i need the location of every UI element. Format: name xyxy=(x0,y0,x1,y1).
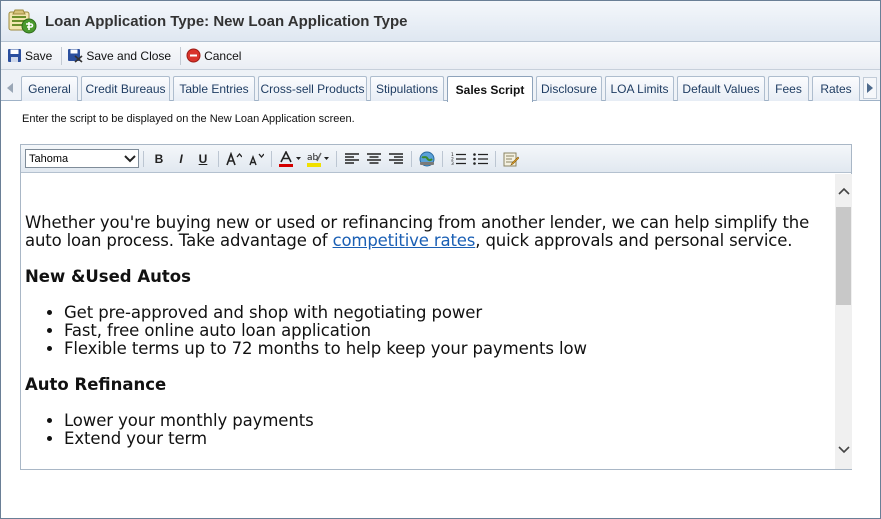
list-item: • Lower your monthly payments xyxy=(64,412,835,430)
scrollbar-thumb[interactable] xyxy=(836,207,851,305)
edit-source-icon xyxy=(503,151,519,167)
underline-button[interactable]: U xyxy=(198,151,208,166)
arrow-left-icon xyxy=(6,83,14,93)
font-color-swatch xyxy=(279,164,293,167)
list-item: • Get pre-approved and shop with negotiating power xyxy=(64,304,835,322)
decrease-font-size-button[interactable] xyxy=(246,149,266,169)
chevron-down-icon xyxy=(838,446,850,454)
competitive-rates-link[interactable]: competitive rates xyxy=(332,231,476,250)
cancel-icon xyxy=(186,48,201,63)
insert-link-button[interactable] xyxy=(417,149,437,169)
globe-link-icon xyxy=(419,151,435,167)
loan-application-icon xyxy=(7,6,37,36)
section-heading-auto-refinance: Auto Refinance xyxy=(25,375,167,394)
font-family-value: Tahoma xyxy=(29,152,69,165)
align-right-button[interactable] xyxy=(386,149,406,169)
italic-button[interactable]: I xyxy=(179,151,183,166)
editor-toolbar-divider xyxy=(411,151,412,167)
svg-text:2: 2 xyxy=(450,157,454,163)
section-heading-new-used-autos: New &Used Autos xyxy=(25,267,191,286)
intro-text-end: , quick approvals and personal service. xyxy=(475,231,793,250)
title-bar xyxy=(1,1,880,42)
tab-sales-script[interactable]: Sales Script xyxy=(447,76,533,102)
editor-toolbar-divider xyxy=(143,151,144,167)
arrow-right-icon xyxy=(866,83,874,93)
toolbar-divider xyxy=(61,47,62,65)
increase-font-size-button[interactable] xyxy=(224,149,244,169)
tab-stipulations[interactable]: Stipulations xyxy=(370,76,444,101)
tab-scroll-left-button[interactable] xyxy=(3,77,17,99)
cancel-label: Cancel xyxy=(204,48,242,63)
tab-credit-bureaus[interactable]: Credit Bureaus xyxy=(81,76,170,101)
cancel-button[interactable] xyxy=(184,45,247,67)
font-size-decrease-icon xyxy=(248,152,264,166)
align-right-icon xyxy=(389,153,403,165)
toolbar-divider xyxy=(180,47,181,65)
editor-content-area[interactable] xyxy=(21,174,835,469)
page-title: Loan Application Type: New Loan Application Type xyxy=(45,12,408,30)
editor-vertical-scrollbar[interactable] xyxy=(835,174,852,469)
save-label: Save xyxy=(25,48,53,63)
editor-toolbar xyxy=(21,145,851,173)
bullet-list-icon xyxy=(473,152,488,165)
font-color-icon xyxy=(278,151,302,167)
save-and-close-label: Save and Close xyxy=(86,48,172,63)
align-left-button[interactable] xyxy=(342,149,362,169)
tab-fees[interactable]: Fees xyxy=(768,76,809,101)
edit-html-button[interactable] xyxy=(501,149,521,169)
align-center-icon xyxy=(367,153,381,165)
tab-general[interactable]: General xyxy=(21,76,78,101)
list-item: • Extend your term xyxy=(64,430,835,448)
editor-toolbar-divider xyxy=(336,151,337,167)
list-item: • Flexible terms up to 72 months to help keep your payments low xyxy=(64,340,835,358)
font-color-button[interactable] xyxy=(277,149,303,169)
save-and-close-icon xyxy=(67,48,83,63)
tab-loa-limits[interactable]: LOA Limits xyxy=(605,76,674,101)
editor-toolbar-divider xyxy=(442,151,443,167)
editor-toolbar-divider xyxy=(218,151,219,167)
intro-text: Whether you're buying new or used or refinancing from another lender, we can help simplify the auto loan process. Take advantage of xyxy=(25,213,810,250)
font-size-increase-icon xyxy=(226,152,242,166)
align-left-icon xyxy=(345,153,359,165)
list-item: • Fast, free online auto loan application xyxy=(64,322,835,340)
font-family-select[interactable] xyxy=(25,149,139,168)
auto-refinance-list xyxy=(25,412,835,448)
new-used-autos-list xyxy=(25,304,835,358)
highlight-color-icon xyxy=(306,151,330,167)
tab-disclosure[interactable]: Disclosure xyxy=(536,76,602,101)
chevron-down-icon xyxy=(124,155,136,163)
svg-text:3: 3 xyxy=(450,162,454,165)
intro-paragraph xyxy=(25,214,835,250)
tab-table-entries[interactable]: Table Entries xyxy=(173,76,255,101)
bullet-list-button[interactable] xyxy=(470,149,490,169)
editor-toolbar-divider xyxy=(271,151,272,167)
numbered-list-icon xyxy=(451,152,466,165)
save-and-close-button[interactable] xyxy=(65,45,177,67)
editor-toolbar-divider xyxy=(495,151,496,167)
rich-text-editor xyxy=(20,144,852,470)
tab-cross-sell-products[interactable]: Cross-sell Products xyxy=(258,76,367,101)
bold-button[interactable]: B xyxy=(154,151,164,166)
numbered-list-button[interactable] xyxy=(448,149,468,169)
align-center-button[interactable] xyxy=(364,149,384,169)
tab-default-values[interactable]: Default Values xyxy=(677,76,765,101)
instruction-text: Enter the script to be displayed on the New Loan Application screen. xyxy=(22,113,355,125)
save-button[interactable] xyxy=(5,45,58,67)
scroll-down-button[interactable] xyxy=(835,441,852,458)
scroll-up-button[interactable] xyxy=(835,182,852,199)
tab-scroll-right-button[interactable] xyxy=(863,77,877,99)
tab-rates[interactable]: Rates xyxy=(812,76,860,101)
tab-strip xyxy=(1,70,880,101)
highlight-color-swatch xyxy=(307,163,321,167)
main-toolbar xyxy=(1,42,880,70)
svg-text:1: 1 xyxy=(450,153,454,158)
floppy-disk-icon xyxy=(7,48,22,63)
chevron-up-icon xyxy=(838,187,850,195)
svg-text:ab: ab xyxy=(307,152,319,163)
highlight-color-button[interactable] xyxy=(305,149,331,169)
